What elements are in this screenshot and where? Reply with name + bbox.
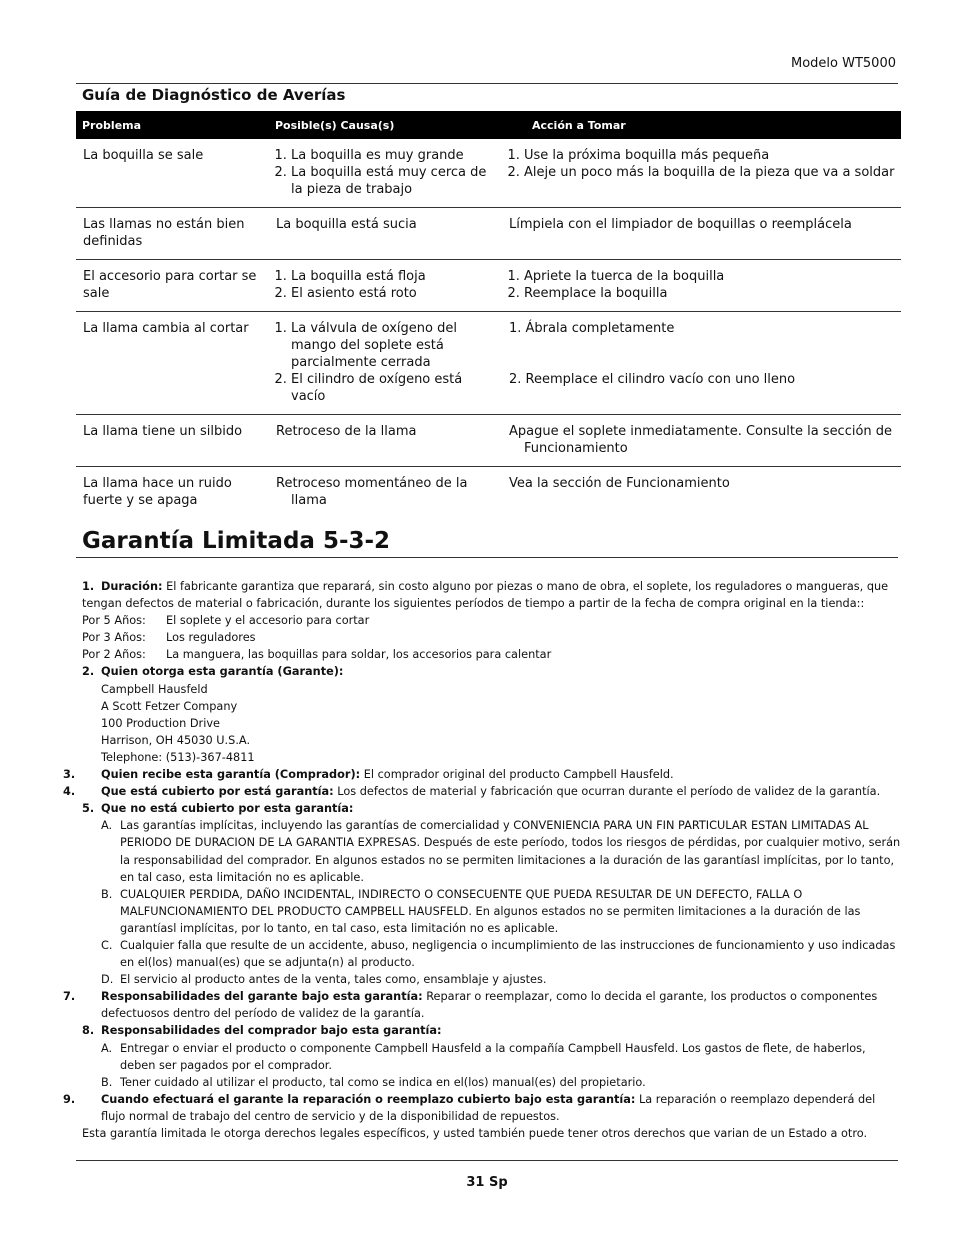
cause-cell [269,467,502,519]
item-letter: A. [101,1041,113,1055]
action-item: 1. Use la próxima boquilla más pequeña [524,147,895,164]
action-cell [502,139,901,208]
table-row [76,260,901,312]
section-text: Reparar o reemplazar, como lo decida el garante, los productos o componentes defectuosos dentro del período de validez de la garantía. [101,990,878,1021]
item-text: Cualquier falla que resulte de un accidente, abuso, negligencia o incumplimiento de las instrucciones de funcionamiento y uso indicadas en el(los) manual(es) que se adjunta(n) al producto. [120,938,896,970]
warranty-section-warrantor-duties [63,988,902,1022]
item-text: Tener cuidado al utilizar el producto, tal como se indica en el(los) manual(es) del propietario. [120,1075,646,1089]
cause-cell [269,260,502,312]
period-years: Por 3 Años: [82,631,146,645]
cause-cell [269,312,502,415]
section-label: Responsabilidades del comprador bajo esta garantía: [101,1024,442,1038]
item-text: El servicio al producto antes de la venta, tales como, ensamblaje y ajustes. [120,973,547,987]
cause-item: 2. El cilindro de oxígeno está vacío [291,371,496,405]
problem-cell: Las llamas no están bien definidas [76,208,269,260]
warranty-title: Garantía Limitada 5-3-2 [82,528,391,554]
action-item: 1. Ábrala completamente [509,321,675,336]
section-label: Quien recibe esta garantía (Comprador): [101,768,361,782]
subsection-item [82,971,902,988]
address-line: Harrison, OH 45030 U.S.A. [101,733,251,747]
action-cell: Vea la sección de Funcionamiento [509,476,730,491]
table-row [76,208,901,260]
section-number: 9. [63,1092,76,1106]
troubleshooting-title: Guía de Diagnóstico de Averías [82,86,346,104]
subsection-item [82,1074,902,1091]
problem-cell: La llama hace un ruido fuerte y se apaga [83,476,232,508]
table-row [76,467,901,519]
warranty-section-repair-timing [63,1091,902,1125]
warranty-closing: Esta garantía limitada le otorga derechos legales específicos, y usted también puede tener otros derechos que varian de un Estado a otro. [82,1127,868,1140]
footer-rule [76,1160,898,1161]
problem-cell: La llama cambia al cortar [76,312,269,415]
item-text: CUALQUIER PERDIDA, DAÑO INCIDENTAL, INDIRECTO O CONSECUENTE QUE PUEDA RESULTAR DE UN DEFECTO, FALLA O MALFUNCIONAMIENTO DEL PRODUCTO CAMPBELL HAUSFELD. En algunos estados no se permiten limitaciones a la duración de las garantíasl implícitas, por lo tanto, en tal caso, esta limitación no es aplicable. [120,887,861,935]
action-cell [502,312,901,415]
action-item: 2. Aleje un poco más la boquilla de la pieza que va a soldar [524,164,895,181]
section-label: Que está cubierto por está garantía: [101,785,334,799]
section-number: 3. [63,768,76,782]
section-label: Quien otorga esta garantía (Garante): [101,665,344,679]
warranty-section-not-covered [82,800,902,817]
period-years: Por 2 Años: [82,648,146,662]
section-text: Los defectos de material y fabricación que ocurran durante el período de validez de la garantía. [333,785,881,799]
item-text: Las garantías implícitas, incluyendo las garantías de comercialidad y CONVENIENCIA PARA UN FIN PARTICULAR ESTAN LIMITADAS AL PERIODO DE DURACION DE LA GARANTIA EXPRESAS. Después de este período, todos los riesgos de pérdidas, por cualquier motivo, serán la responsabilidad del comprador. En algunos estados no se permiten limitaciones a la duración de las garantíasl implícitas, por lo tanto, en tal caso, esta limitación no es aplicable. [120,819,901,884]
warranty-body [63,578,902,1142]
cause-cell: Retroceso de la llama [269,415,502,467]
col-header-cause: Posible(s) Causa(s) [269,111,502,139]
address-line: Campbell Hausfeld [101,682,208,696]
item-letter: D. [101,973,114,987]
section-text: El comprador original del producto Campbell Hausfeld. [360,768,674,782]
cause-cell [269,139,502,208]
warranty-section-warrantor [82,663,902,680]
section-number: 4. [63,785,76,799]
action-item: 2. Reemplace el cilindro vacío con uno lleno [509,372,796,387]
action-item: 2. Reemplace la boquilla [524,285,895,302]
action-cell [502,260,901,312]
cause-item: 1. La válvula de oxígeno del mango del soplete está parcialmente cerrada [291,320,496,371]
table-header [76,111,901,139]
section-label: Cuando efectuará el garante la reparación o reemplazo cubierto bajo esta garantía: [101,1092,636,1106]
subsection-item [82,886,902,937]
warranty-section-covered [63,783,902,800]
section-label: Que no está cubierto por esta garantía: [101,802,354,816]
section-text: La reparación o reemplazo dependerá del flujo normal de trabajo del centro de servicio y de la disponibilidad de repuestos. [101,1092,876,1123]
table-row [76,415,901,467]
warranty-section-purchaser-duties [82,1022,902,1039]
address-line: Telephone: (513)-367-4811 [101,750,255,764]
warranty-section-purchaser [63,766,902,783]
item-letter: A. [101,819,113,833]
period-years: Por 5 Años: [82,614,146,628]
problem-cell: El accesorio para cortar se sale [76,260,269,312]
period-items: Los reguladores [166,631,256,645]
action-text: Apague el soplete inmediatamente. Consulte la sección de Funcionamiento [509,424,893,456]
item-letter: B. [101,1075,113,1089]
action-cell: Límpiela con el limpiador de boquillas o reemplácela [502,208,901,260]
warranty-section-duration [82,578,902,612]
period-items: La manguera, las boquillas para soldar, los accesorios para calentar [166,648,552,662]
cause-text: Retroceso momentáneo de la llama [276,476,468,508]
period-row [82,612,902,629]
address-line: 100 Production Drive [101,716,220,730]
period-items: El soplete y el accesorio para cortar [166,614,370,628]
item-letter: C. [101,938,113,952]
subsection-item [82,817,902,885]
action-item: 1. Apriete la tuerca de la boquilla [524,268,895,285]
problem-cell: La boquilla se sale [76,139,269,208]
section-number: 8. [82,1024,95,1038]
section-number: 2. [82,665,95,679]
section-label: Responsabilidades del garante bajo esta garantía: [101,990,423,1004]
section-number: 7. [63,990,76,1004]
section-number: 1. [82,580,95,593]
subsection-item [82,1040,902,1074]
model-number: Modelo WT5000 [791,56,896,71]
cause-item: 2. El asiento está roto [291,285,496,302]
troubleshooting-table [76,111,901,518]
table-row [76,312,901,415]
warranty-rule [76,557,898,558]
item-text: Entregar o enviar el producto o componente Campbell Hausfeld a la compañía Campbell Hausfeld. Los gastos de flete, de haberlos, deben ser pagados por el comprador. [120,1041,866,1072]
problem-cell: La llama tiene un silbido [76,415,269,467]
period-row [82,646,902,663]
section-number: 5. [82,802,95,816]
cause-item: 1. La boquilla es muy grande [291,147,496,164]
col-header-problem: Problema [76,111,269,139]
header-rule [76,83,898,84]
cause-item: 2. La boquilla está muy cerca de la pieza de trabajo [291,164,496,198]
action-cell [502,415,901,467]
cause-item: 1. La boquilla está floja [291,268,496,285]
spacer [509,337,895,354]
cause-cell: La boquilla está sucia [269,208,502,260]
col-header-action: Acción a Tomar [502,111,901,139]
spacer [509,354,895,371]
section-label: Duración: [101,580,163,593]
item-letter: B. [101,887,113,901]
section-text: El fabricante garantiza que reparará, sin costo alguno por piezas o mano de obra, el soplete, los reguladores o mangueras, que tengan defectos de material o fabricación, durante los siguientes períodos de tiempo a partir de la fecha de compra original en la tienda:: [82,580,889,611]
page-number: 31 Sp [466,1175,508,1190]
address-line: A Scott Fetzer Company [101,699,238,713]
table-row [76,139,901,208]
subsection-item [82,937,902,971]
period-row [82,629,902,646]
